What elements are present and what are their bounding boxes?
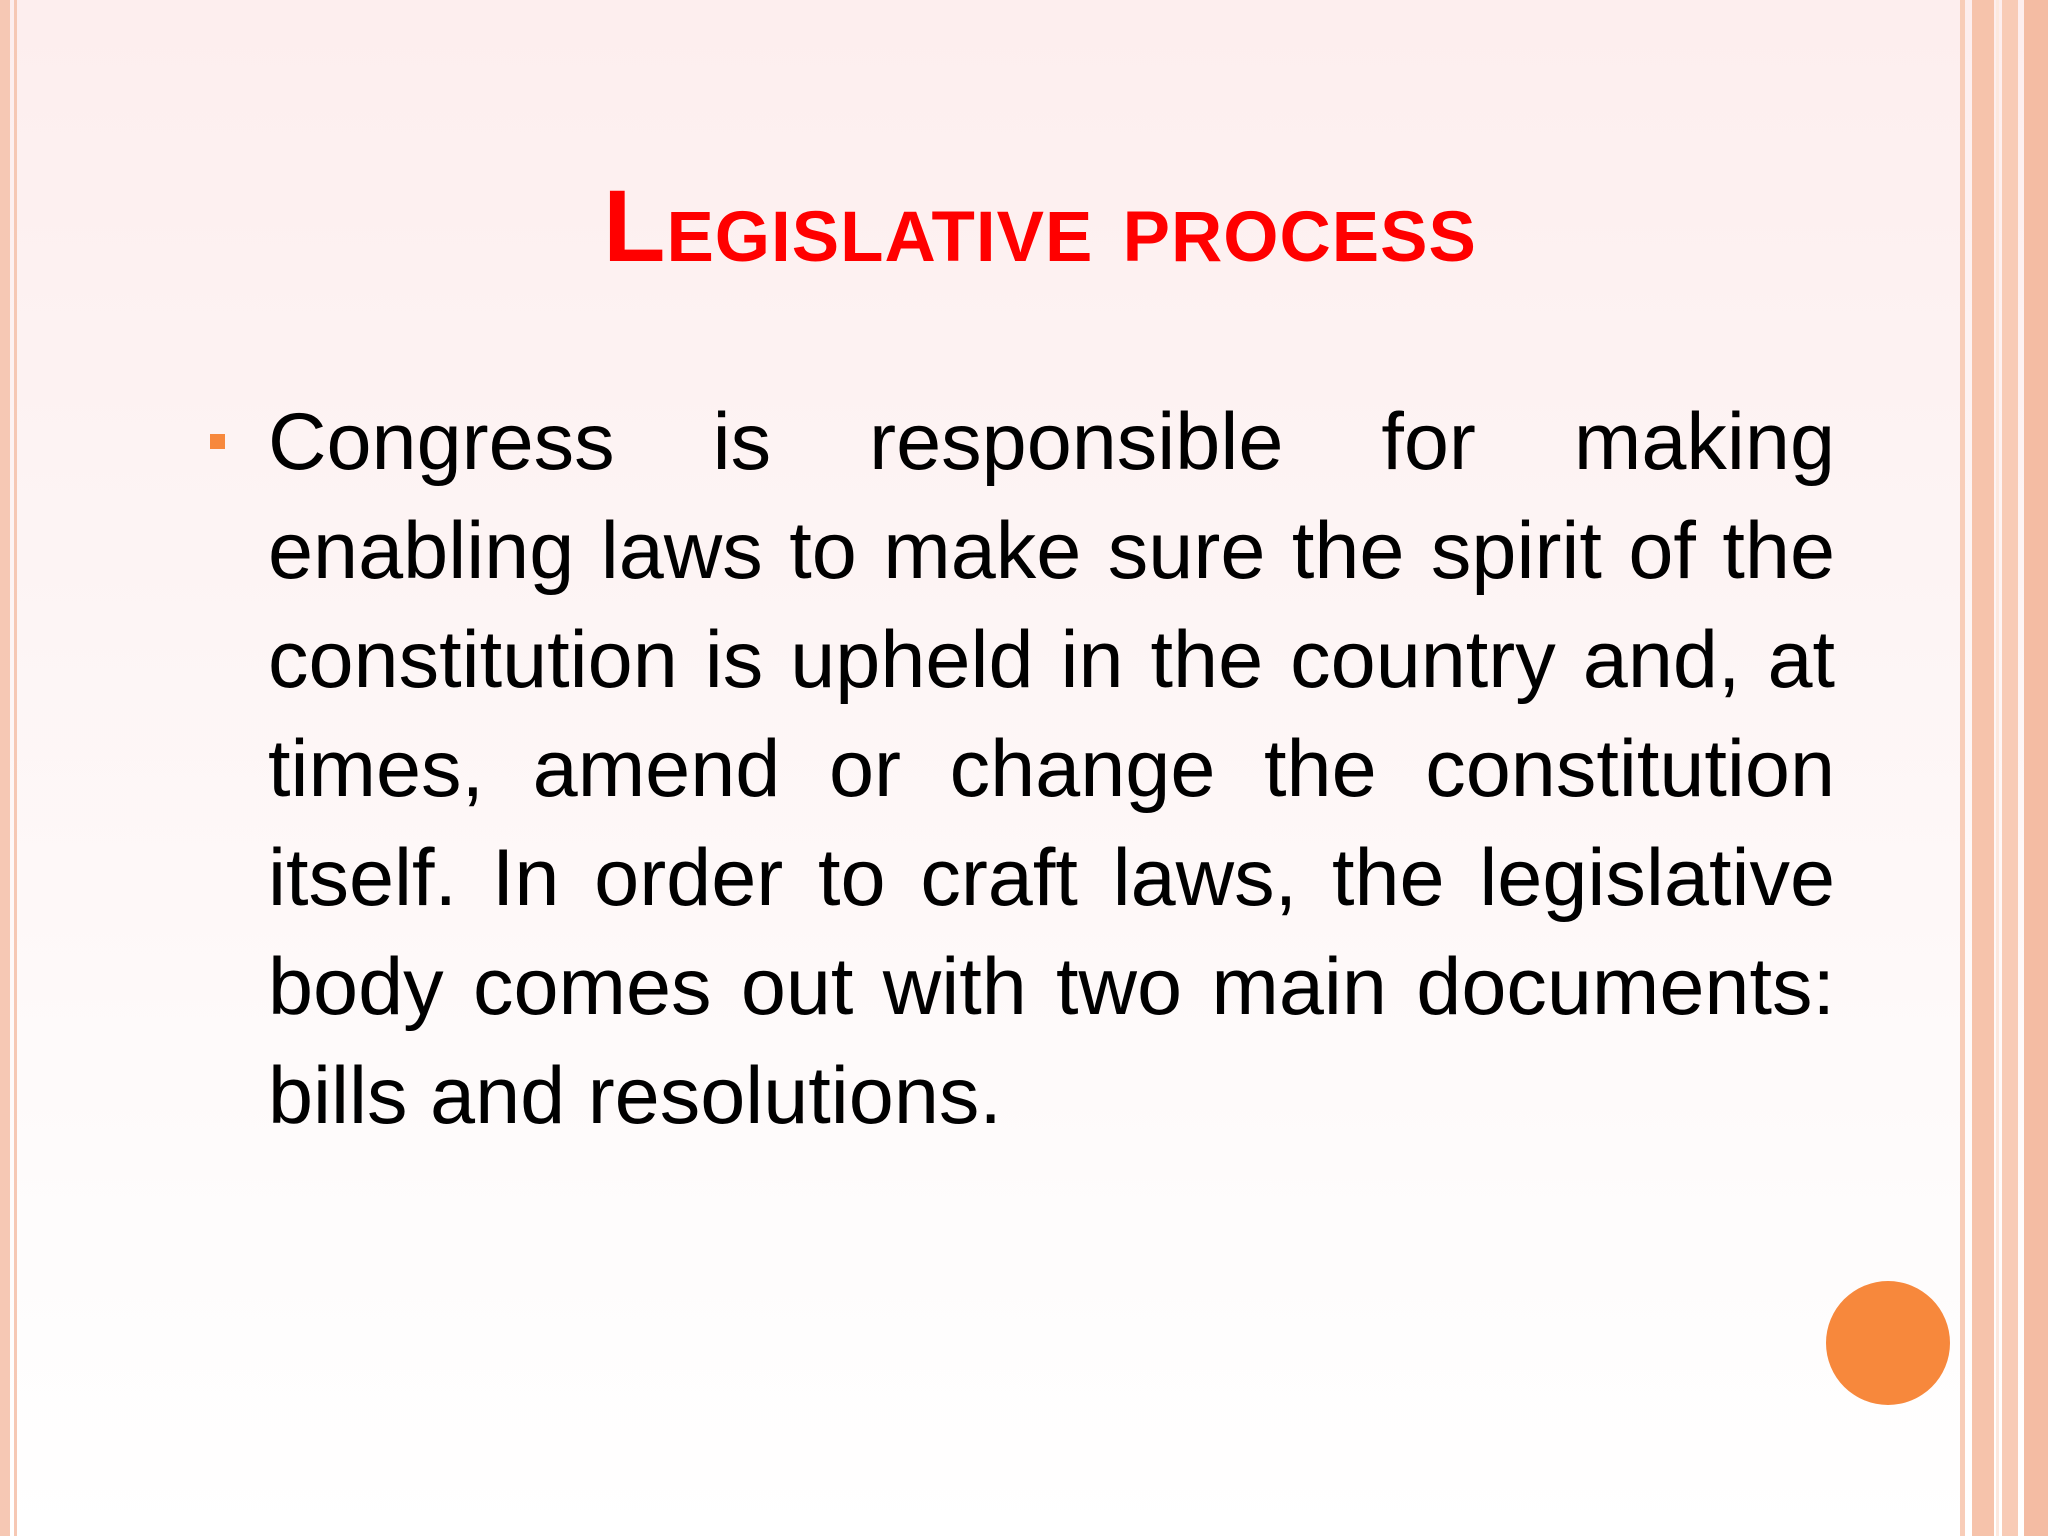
bullet-text: Congress is responsible for making enabling laws to make sure the spirit of the constitution is upheld in the country and, at times, amend or change the constitution itself. In order to craft laws, the legislative body comes out with two main documents: bills and resolutions. — [268, 397, 1835, 1141]
left-border-thin-stripe — [14, 0, 17, 1536]
right-border-stripe-5 — [2024, 0, 2048, 1536]
left-border-stripe — [0, 0, 10, 1536]
right-border-stripe-3 — [1996, 0, 1999, 1536]
bullet-item — [210, 388, 1835, 1151]
slide-title: Legislative process — [603, 169, 1477, 283]
right-border-stripe-4 — [2002, 0, 2018, 1536]
orange-circle-icon — [1826, 1281, 1950, 1405]
right-border-stripe-2 — [1972, 0, 1994, 1536]
square-bullet-icon — [210, 434, 225, 449]
right-border-stripe-1 — [1960, 0, 1965, 1536]
